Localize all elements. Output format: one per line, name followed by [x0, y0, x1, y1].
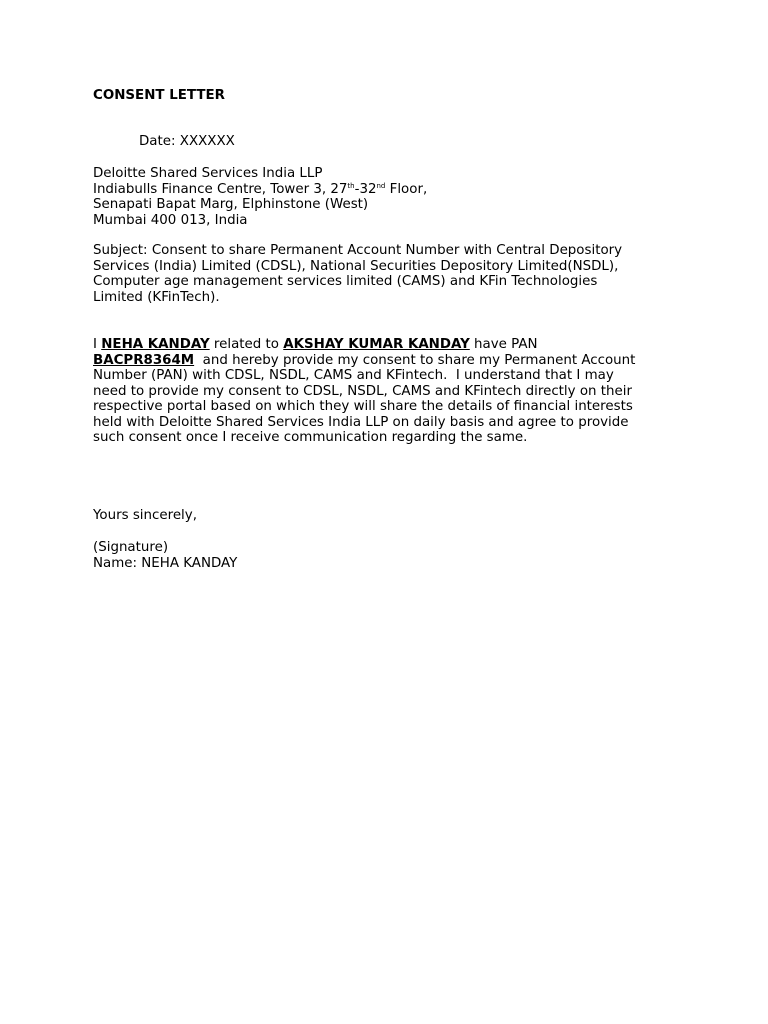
body-paragraph	[93, 337, 635, 446]
closing-salutation: Yours sincerely,	[93, 508, 197, 523]
recipient-address	[93, 166, 427, 228]
address-line: Indiabulls Finance Centre, Tower 3, 27th-32nd Floor,	[93, 181, 428, 197]
body-line: BACPR8364M and hereby provide my consent to share my Permanent Account	[93, 352, 636, 368]
consenter-name: NEHA KANDAY	[101, 337, 210, 352]
pan-number: BACPR8364M	[93, 352, 195, 368]
address-line: Mumbai 400 013, India	[93, 212, 248, 228]
body-line: I NEHA KANDAY related to AKSHAY KUMAR KANDAY have PAN	[93, 337, 538, 352]
address-line: Senapati Bapat Marg, Elphinstone (West)	[93, 197, 369, 212]
signature-block	[93, 540, 237, 571]
body-line: such consent once I receive communication regarding the same.	[93, 430, 528, 445]
subject-line: Services (India) Limited (CDSL), National Securities Depository Limited(NSDL),	[93, 258, 619, 274]
body-line: need to provide my consent to CDSL, NSDL, CAMS and KFintech directly on their	[93, 383, 632, 399]
signature-placeholder: (Signature)	[93, 540, 169, 555]
address-line: Deloitte Shared Services India LLP	[93, 166, 323, 181]
signatory-name: Name: NEHA KANDAY	[93, 555, 238, 571]
subject-line: Computer age management services limited (CAMS) and KFin Technologies	[93, 274, 598, 289]
letter-date: Date: XXXXXX	[139, 134, 235, 149]
body-line: respective portal based on which they will share the details of financial interests	[93, 399, 633, 414]
subject-line: Subject: Consent to share Permanent Account Number with Central Depository	[93, 243, 623, 258]
subject-paragraph	[93, 243, 622, 305]
related-person-name: AKSHAY KUMAR KANDAY	[283, 337, 470, 352]
body-line: Number (PAN) with CDSL, NSDL, CAMS and KFintech. I understand that I may	[93, 368, 614, 383]
subject-line: Limited (KFinTech).	[93, 289, 220, 305]
body-line: held with Deloitte Shared Services India LLP on daily basis and agree to provide	[93, 414, 629, 430]
letter-title: CONSENT LETTER	[93, 88, 225, 103]
